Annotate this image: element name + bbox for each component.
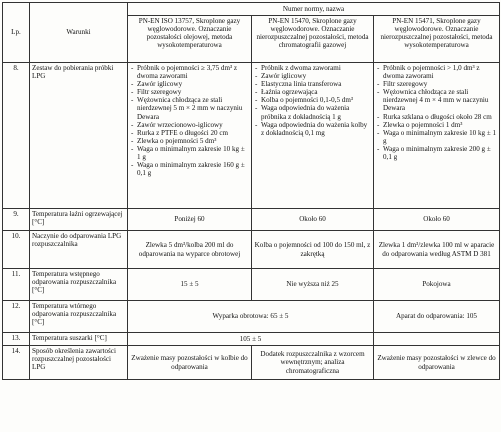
row-warunki: Zestaw do pobierania próbki LPG — [30, 63, 128, 209]
row-col3 — [374, 333, 500, 346]
list-item: - Zawór iglicowy — [254, 72, 371, 80]
header-norm-3: PN-EN 15471, Skroplone gazy węglowodorowe. Oznaczanie nierozpuszczalnej pozostałości, metoda wysokotemperaturowa — [374, 16, 500, 63]
row-warunki: Naczynie do odparowania LPG rozpuszczalnika — [30, 231, 128, 269]
row-col1: Zlewka 5 dm³/kolba 200 ml do odparowania na wyparce obrotowej — [128, 231, 252, 269]
list-item: - Elastyczna linia transferowa — [254, 80, 371, 88]
equipment-list-1 — [130, 64, 249, 177]
row-col12-merged: 105 ± 5 — [128, 333, 374, 346]
row-lp: 13. — [3, 333, 30, 346]
table-row — [3, 269, 500, 301]
row-lp: 10. — [3, 231, 30, 269]
table-row — [3, 333, 500, 346]
table-row — [3, 231, 500, 269]
list-item: - Próbnik z dwoma zaworami — [254, 64, 371, 72]
equipment-list-2 — [254, 64, 371, 137]
list-item: - Zlewka o pojemności 5 dm³ — [130, 137, 249, 145]
header-warunki: Warunki — [30, 3, 128, 63]
header-lp: Lp. — [3, 3, 30, 63]
list-item: - Waga odpowiednia do ważenia próbnika z dokładnością 1 g — [254, 104, 371, 120]
list-item: - Filtr szeregowy — [130, 88, 249, 96]
row-col2: Nie wyższa niż 25 — [252, 269, 374, 301]
row-col2: Około 60 — [252, 209, 374, 231]
row-warunki: Temperatura suszarki [°C] — [30, 333, 128, 346]
list-item: - Łaźnia ogrzewająca — [254, 88, 371, 96]
row-col2: Dodatek rozpuszczalnika z wzorcem wewnętrznym; analiza chromatograficzna — [252, 346, 374, 380]
row-col2: Kolba o pojemności od 100 do 150 ml, z zakrętką — [252, 231, 374, 269]
row-lp: 9. — [3, 209, 30, 231]
list-item: - Kolba o pojemności 0,1-0,5 dm³ — [254, 96, 371, 104]
table-row — [3, 209, 500, 231]
row-col1 — [128, 63, 252, 209]
list-item: - Wężownica chłodząca ze stali nierdzewnej 4 m × 4 mm w naczyniu Dewara — [376, 88, 497, 112]
list-item: - Zawór iglicowy — [130, 80, 249, 88]
row-col1: Zważenie masy pozostałości w kolbie do odparowania — [128, 346, 252, 380]
row-col3: Zważenie masy pozostałości w zlewce do odparowania — [374, 346, 500, 380]
row-col3: Zlewka 1 dm³/zlewka 100 ml w aparacie do odparowania według ASTM D 381 — [374, 231, 500, 269]
row-lp: 8. — [3, 63, 30, 209]
row-col3: Około 60 — [374, 209, 500, 231]
row-lp: 11. — [3, 269, 30, 301]
header-row-group — [3, 3, 500, 16]
row-col2 — [252, 63, 374, 209]
row-warunki: Temperatura wtórnego odparowania rozpuszczalnika [°C] — [30, 301, 128, 333]
table-row — [3, 301, 500, 333]
header-norm-group: Numer normy, nazwa — [128, 3, 500, 16]
list-item: - Waga odpowiednia do ważenia kolby z dokładnością 0,1 mg — [254, 121, 371, 137]
list-item: - Waga o minimalnym zakresie 200 g ± 0,1 g — [376, 145, 497, 161]
row-col3: Pokojowa — [374, 269, 500, 301]
list-item: - Zlewka o pojemności 1 dm³ — [376, 121, 497, 129]
list-item: - Waga o minimalnym zakresie 10 kg ± 1 g — [130, 145, 249, 161]
row-col12-merged: Wyparka obrotowa: 65 ± 5 — [128, 301, 374, 333]
list-item: - Wężownica chłodząca ze stali nierdzewnej 5 m × 2 mm w naczyniu Dewara — [130, 96, 249, 120]
table-row — [3, 346, 500, 380]
list-item: - Próbnik o pojemności > 1,0 dm³ z dwoma zaworami — [376, 64, 497, 80]
row-warunki: Temperatura łaźni ogrzewającej [°C] — [30, 209, 128, 231]
list-item: - Waga o minimalnym zakresie 10 kg ± 1 g — [376, 129, 497, 145]
list-item: - Próbnik o pojemności ≥ 3,75 dm³ z dwoma zaworami — [130, 64, 249, 80]
norms-comparison-table — [2, 2, 500, 380]
list-item: - Waga o minimalnym zakresie 160 g ± 0,1 g — [130, 161, 249, 177]
row-col3 — [374, 63, 500, 209]
row-lp: 12. — [3, 301, 30, 333]
row-col3: Aparat do odparowania: 105 — [374, 301, 500, 333]
header-norm-1: PN-EN ISO 13757, Skroplone gazy węglowodorowe. Oznaczanie pozostałości olejowej, metoda wysokotemperaturowa — [128, 16, 252, 63]
row-lp: 14. — [3, 346, 30, 380]
list-item: - Filtr szeregowy — [376, 80, 497, 88]
list-item: - Rurka szklana o długości około 28 cm — [376, 113, 497, 121]
row-col1: Poniżej 60 — [128, 209, 252, 231]
equipment-list-3 — [376, 64, 497, 161]
table-row — [3, 63, 500, 209]
list-item: - Zawór wrzecionowo-iglicowy — [130, 121, 249, 129]
header-norm-2: PN-EN 15470, Skroplone gazy węglowodorowe. Oznaczanie nierozpuszczalnej pozostałości, metoda chromatografii gazowej — [252, 16, 374, 63]
list-item: - Rurka z PTFE o długości 20 cm — [130, 129, 249, 137]
row-warunki: Temperatura wstępnego odparowania rozpuszczalnika [°C] — [30, 269, 128, 301]
row-warunki: Sposób określenia zawartości rozpuszczalnej pozostałości LPG — [30, 346, 128, 380]
row-col1: 15 ± 5 — [128, 269, 252, 301]
